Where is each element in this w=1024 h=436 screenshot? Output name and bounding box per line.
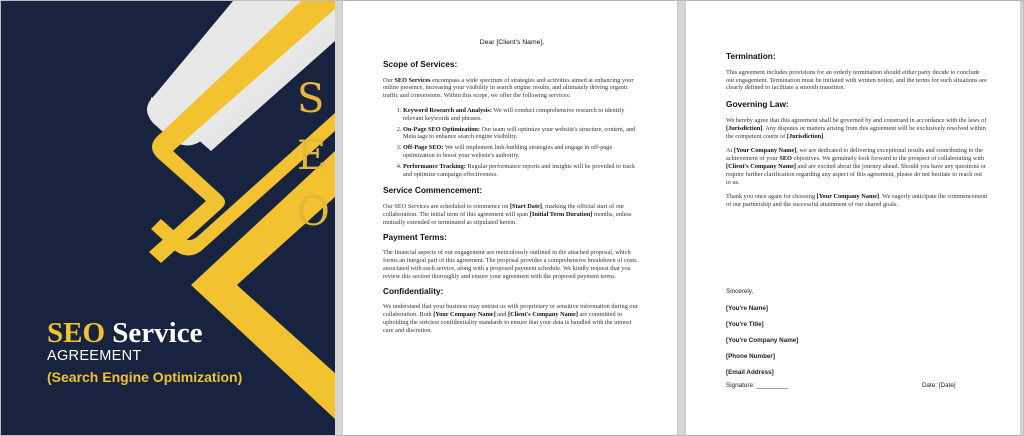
signer-company: [You're Company Name] <box>726 337 799 344</box>
payment-text: The financial aspects of our engagement are meticulously outlined in the attached proposal, which forms an integral part of this agreement. The proposal provides a comprehensive breakdown of costs associated with each service, along with a proposed payment schedule. We kindly request that you review this section thoroughly and ensure your agreement with the proposed payment terms. <box>383 249 637 280</box>
termination-text: This agreement includes provisions for an orderly termination should either party decide to conclude our engagement. Termination must be initiated with written notice, and the terms for such situations are clearly defined to facilitate a smooth transition. <box>726 68 987 92</box>
sincerely: Sincerely, <box>726 288 754 295</box>
confidentiality-text: We understand that your business may entrust us with proprietary or sensitive information during our collaboration. Both [Your Company Name] and [Client's Company Name] are committed to upholding the strictest confidentiality standards to ensure that your data is handled with the utmost care and discretion. <box>383 303 638 334</box>
confidentiality-heading: Confidentiality: <box>383 285 444 296</box>
services-list <box>383 107 641 178</box>
thanks-text: Thank you once again for choosing [Your Company Name]. We eagerly anticipate the commencement of our partnership and the successful attainment of our shared goals. <box>726 193 988 209</box>
cover-subtitle: AGREEMENT <box>47 348 142 364</box>
commencement-text: Our SEO Services are scheduled to commence on [Start Date], marking the official start of our collaboration. The initial term of this agreement will span [Initial Term Duration] months, unless mutually extended or terminated as stipulated herein. <box>383 203 632 226</box>
closing-text: At [Your Company Name], we are dedicated to delivering exceptional results and contributing to the achievement of your SEO objectives. We genuinely look forward to the prospect of collaborating with [Client's Company Name] and are excited about the journey ahead. Should you have any questions or require further clarification regarding any aspect of this agreement, please do not hesitate to reach out to us. <box>726 147 986 186</box>
governing-heading: Governing Law: <box>726 99 789 110</box>
termination-heading: Termination: <box>726 51 776 61</box>
signer-email: [Email Address] <box>726 369 774 376</box>
signer-name: [You're Name] <box>726 305 768 312</box>
cover-title-seo: SEO <box>47 317 106 349</box>
payment-heading: Payment Terms: <box>383 231 447 242</box>
list-item: 2. On-Page SEO Optimization: Our team will optimize your website's structure, content, and Meta tags to enhance search engine visibility. <box>403 126 641 142</box>
cover-title-service: Service <box>112 317 203 349</box>
scope-heading: Scope of Services: <box>383 58 458 69</box>
list-item: 4. Performance Tracking: Regular performance reports and insights will be provided to track and optimize campaign effectiveness. <box>403 163 641 179</box>
list-item: 1. Keyword Research and Analysis: We will conduct comprehensive research to identify relevant keywords and phrases. <box>403 107 641 123</box>
cover-page <box>1 1 335 435</box>
page-one-body <box>383 39 641 342</box>
cover-title <box>47 317 202 349</box>
date-line: Date: [Date] <box>922 382 956 389</box>
scope-intro: Our SEO Services encompass a wide spectrum of strategies and activities aimed at enhancing your online presence, increasing your visibility in search engine results, and ultimately driving organic traffic and conversions. Within this scope, we offer the following services: <box>383 76 634 100</box>
seo-letter-s: S <box>297 76 325 122</box>
page-two <box>686 1 1020 435</box>
commencement-heading: Service Commencement: <box>383 185 483 196</box>
signature-line: Signature: _________ <box>726 382 788 389</box>
cover-parenthetical: (Search Engine Optimization) <box>47 369 243 385</box>
signer-phone: [Phone Number] <box>726 353 775 360</box>
page-one <box>343 1 677 435</box>
signer-title: [You're Title] <box>726 321 764 328</box>
salutation: Dear [Client's Name], <box>479 39 545 46</box>
list-item: 3. Off-Page SEO: We will implement link-building strategies and engage in off-page optimization to boost your website's authority. <box>403 144 641 160</box>
seo-letter-e: E <box>297 133 327 179</box>
governing-text: We hereby agree that this agreement shall be governed by and construed in accordance with the laws of [Jurisdiction]. Any disputes or matters arising from this agreement will be exclusively resolved within the competent courts of [Jurisdiction]. <box>726 116 987 140</box>
seo-letter-o: O <box>297 189 330 235</box>
page-two-body <box>726 53 988 216</box>
